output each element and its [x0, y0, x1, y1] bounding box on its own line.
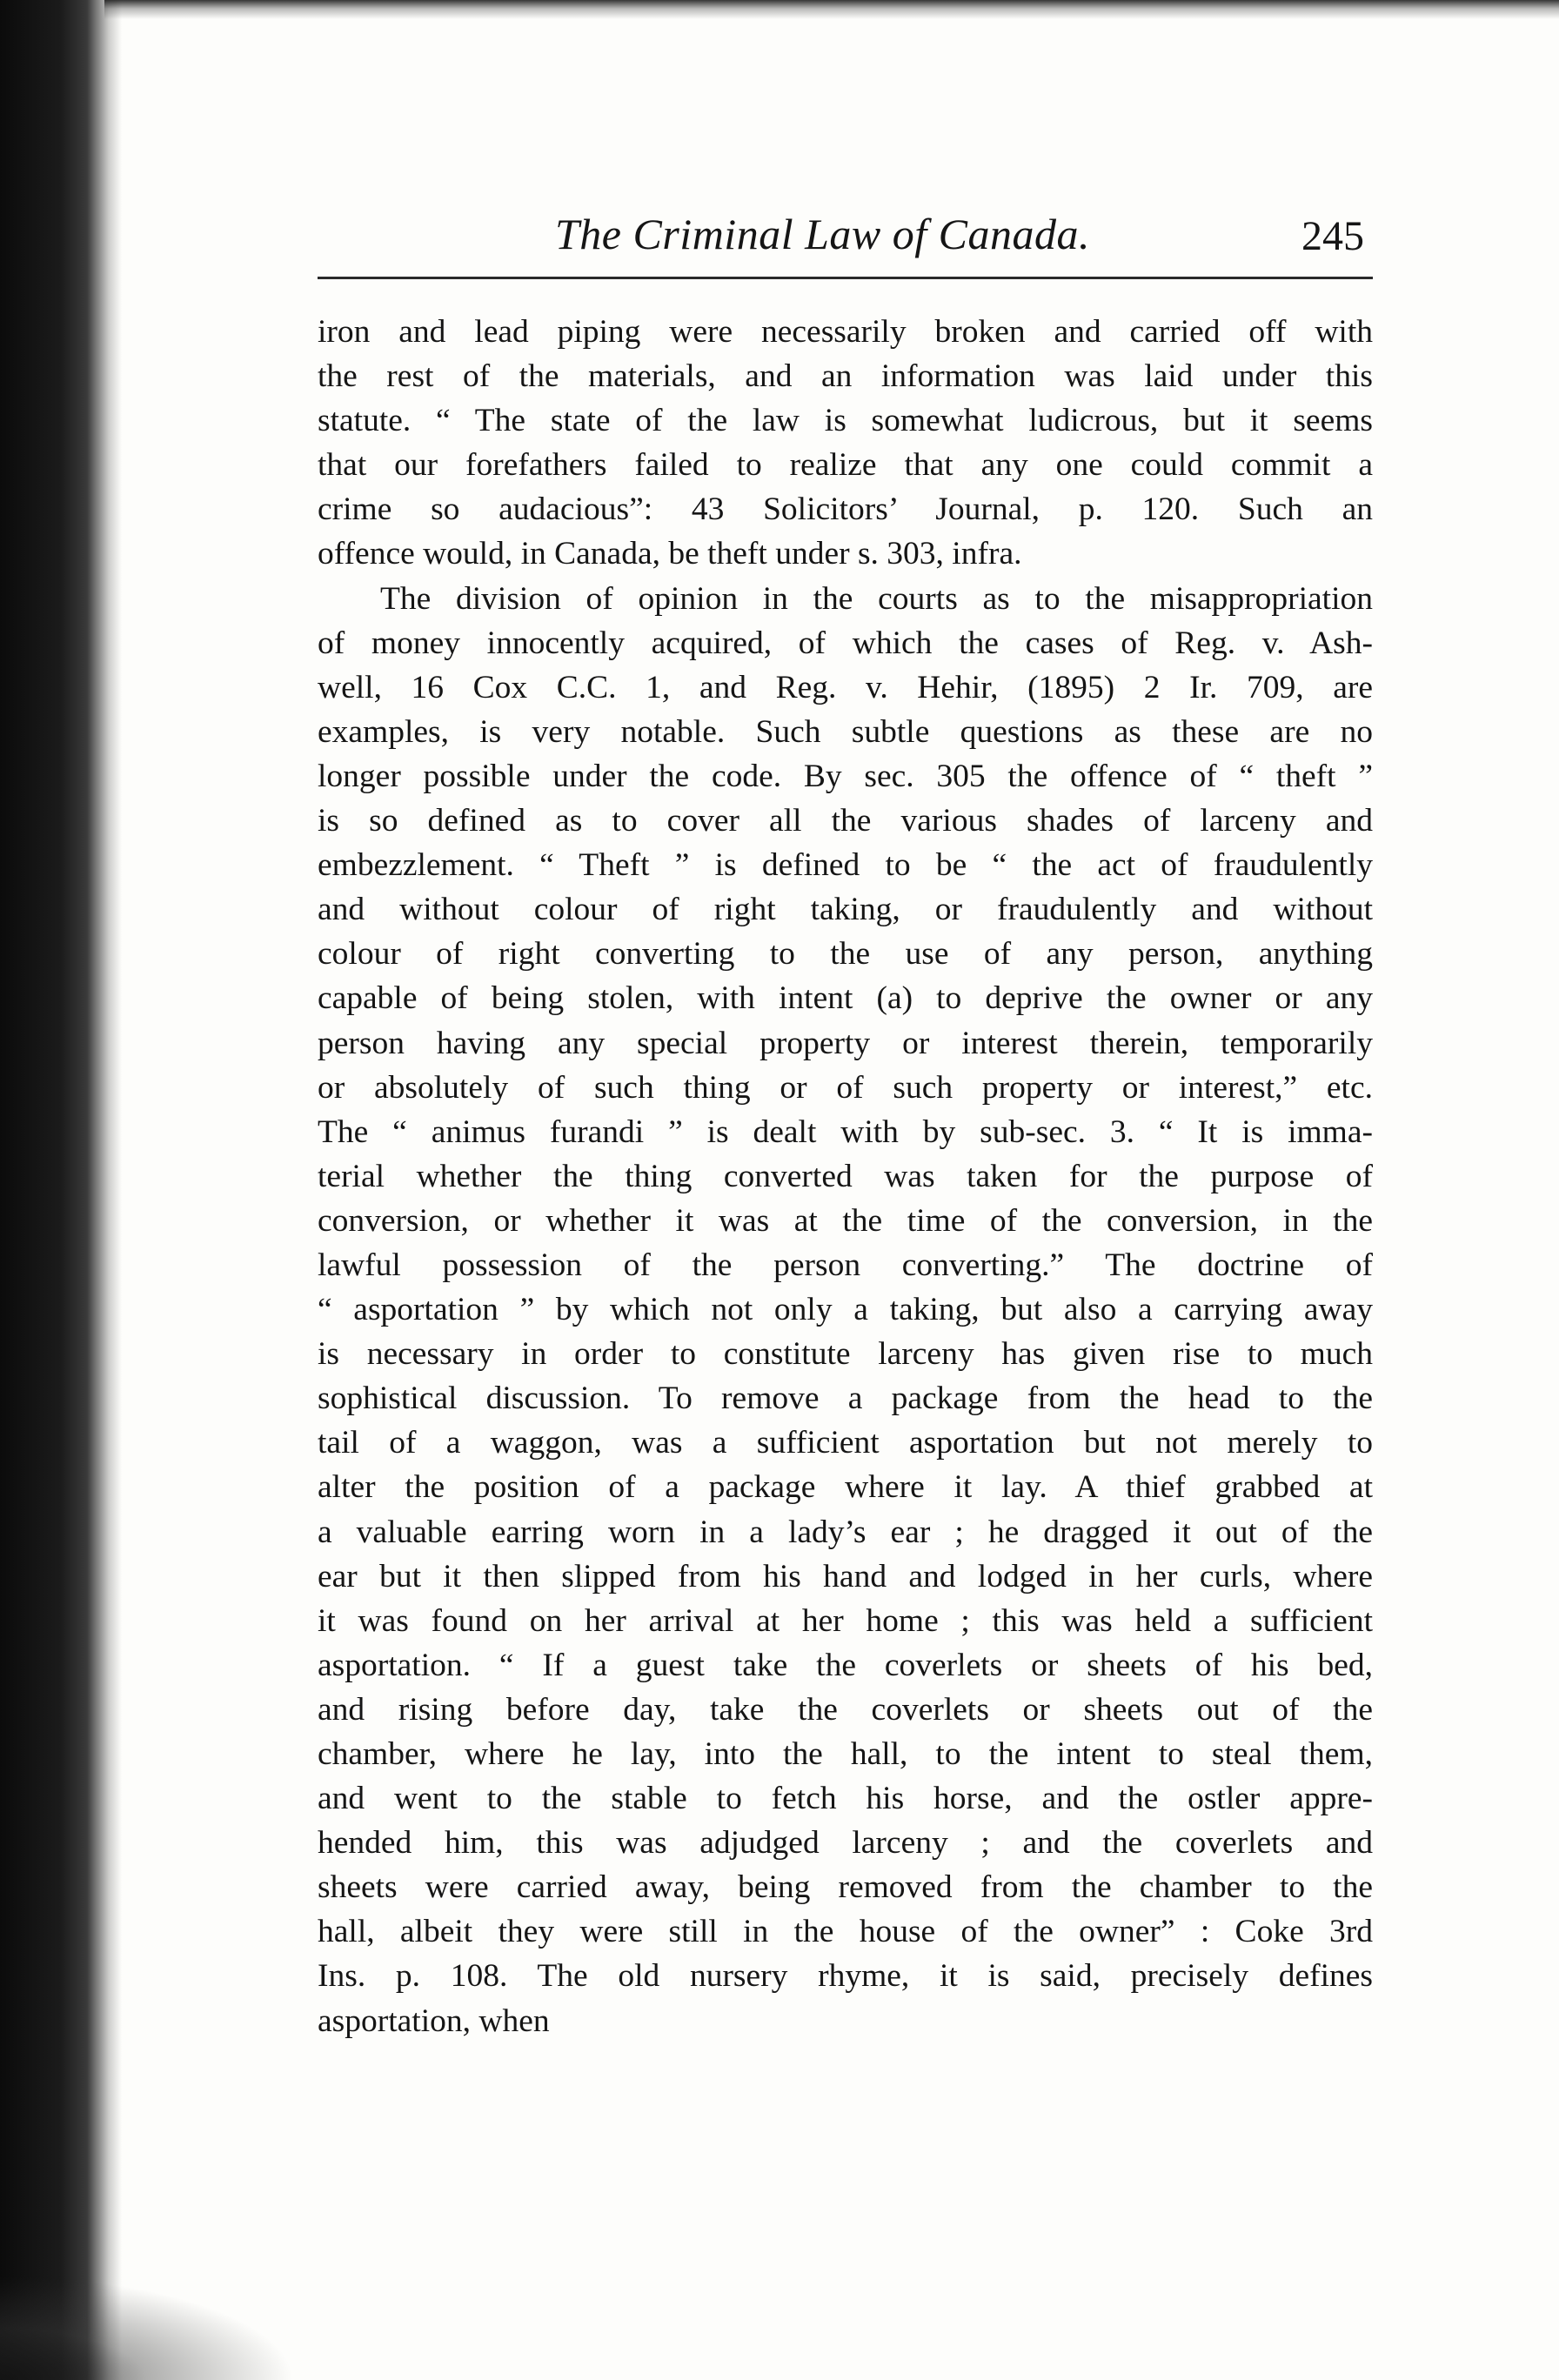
running-title: The Criminal Law of Canada.: [555, 210, 1090, 258]
text-line: a valuable earring worn in a lady’s ear ; he dragged it out of the: [318, 1514, 1373, 1550]
text-line: crime so audacious”: 43 Solicitors’ Journal, p. 120. Such an: [318, 491, 1373, 528]
text-line: hall, albeit they were still in the house of the owner” : Coke 3rd: [318, 1914, 1373, 1950]
text-line: conversion, or whether it was at the time of the conversion, in the: [318, 1202, 1373, 1239]
text-line: tail of a waggon, was a sufficient asportation but not merely to: [318, 1425, 1373, 1461]
text-line: Ins. p. 108. The old nursery rhyme, it is said, precisely defines: [318, 1958, 1373, 1995]
text-line: asportation, when: [318, 2002, 550, 2039]
text-line: iron and lead piping were necessarily broken and carried off with: [318, 314, 1373, 350]
text-line: it was found on her arrival at her home ; this was held a sufficient: [318, 1602, 1373, 1639]
text-line: and without colour of right taking, or fraudulently and without: [318, 892, 1373, 928]
running-head: [318, 202, 1373, 280]
text-line: embezzlement. “ Theft ” is defined to be “ the act of fraudulently: [318, 847, 1373, 884]
page-number: 245: [1301, 213, 1364, 259]
text-line: offence would, in Canada, be theft under s. 303, infra.: [318, 536, 1022, 572]
body-text: [318, 310, 1373, 2043]
text-line: sophistical discussion. To remove a package from the head to the: [318, 1381, 1373, 1417]
text-line: is so defined as to cover all the various shades of larceny and: [318, 803, 1373, 839]
text-line: or absolutely of such thing or of such property or interest,” etc.: [318, 1069, 1373, 1106]
text-line: hended him, this was adjudged larceny ; and the coverlets and: [318, 1825, 1373, 1862]
text-line: that our forefathers failed to realize that any one could commit a: [318, 447, 1373, 484]
text-line: and went to the stable to fetch his horse, and the ostler appre-: [318, 1781, 1373, 1817]
text-line: The “ animus furandi ” is dealt with by sub-sec. 3. “ It is imma-: [318, 1113, 1373, 1150]
text-line: chamber, where he lay, into the hall, to the intent to steal them,: [318, 1736, 1373, 1772]
text-line: ear but it then slipped from his hand and lodged in her curls, where: [318, 1558, 1373, 1594]
header-rule: [318, 277, 1373, 279]
text-line: the rest of the materials, and an information was laid under this: [318, 358, 1373, 395]
text-line: lawful possession of the person converting.” The doctrine of: [318, 1247, 1373, 1283]
text-line: “ asportation ” by which not only a taking, but also a carrying away: [318, 1292, 1373, 1328]
top-edge-shadow: [104, 0, 1559, 19]
text-line: is necessary in order to constitute larceny has given rise to much: [318, 1336, 1373, 1373]
text-line: examples, is very notable. Such subtle questions as these are no: [318, 713, 1373, 750]
text-line: alter the position of a package where it lay. A thief grabbed at: [318, 1469, 1373, 1506]
text-line: person having any special property or interest therein, temporarily: [318, 1025, 1373, 1061]
text-line: longer possible under the code. By sec. 305 the offence of “ theft ”: [318, 758, 1373, 794]
text-line: colour of right converting to the use of any person, anything: [318, 936, 1373, 973]
bottom-corner-shadow: [0, 2276, 296, 2380]
text-line: terial whether the thing converted was taken for the purpose of: [318, 1158, 1373, 1194]
text-line: statute. “ The state of the law is somewhat ludicrous, but it seems: [318, 403, 1373, 439]
binding-shadow: [0, 0, 122, 2380]
text-line: The division of opinion in the courts as to the misappropriation: [380, 580, 1373, 617]
text-line: capable of being stolen, with intent (a) to deprive the owner or any: [318, 980, 1373, 1017]
text-line: asportation. “ If a guest take the coverlets or sheets of his bed,: [318, 1647, 1373, 1683]
text-line: of money innocently acquired, of which the cases of Reg. v. Ash-: [318, 625, 1373, 661]
text-line: sheets were carried away, being removed from the chamber to the: [318, 1869, 1373, 1906]
text-line: and rising before day, take the coverlets or sheets out of the: [318, 1691, 1373, 1728]
text-line: well, 16 Cox C.C. 1, and Reg. v. Hehir, (1895) 2 Ir. 709, are: [318, 669, 1373, 705]
